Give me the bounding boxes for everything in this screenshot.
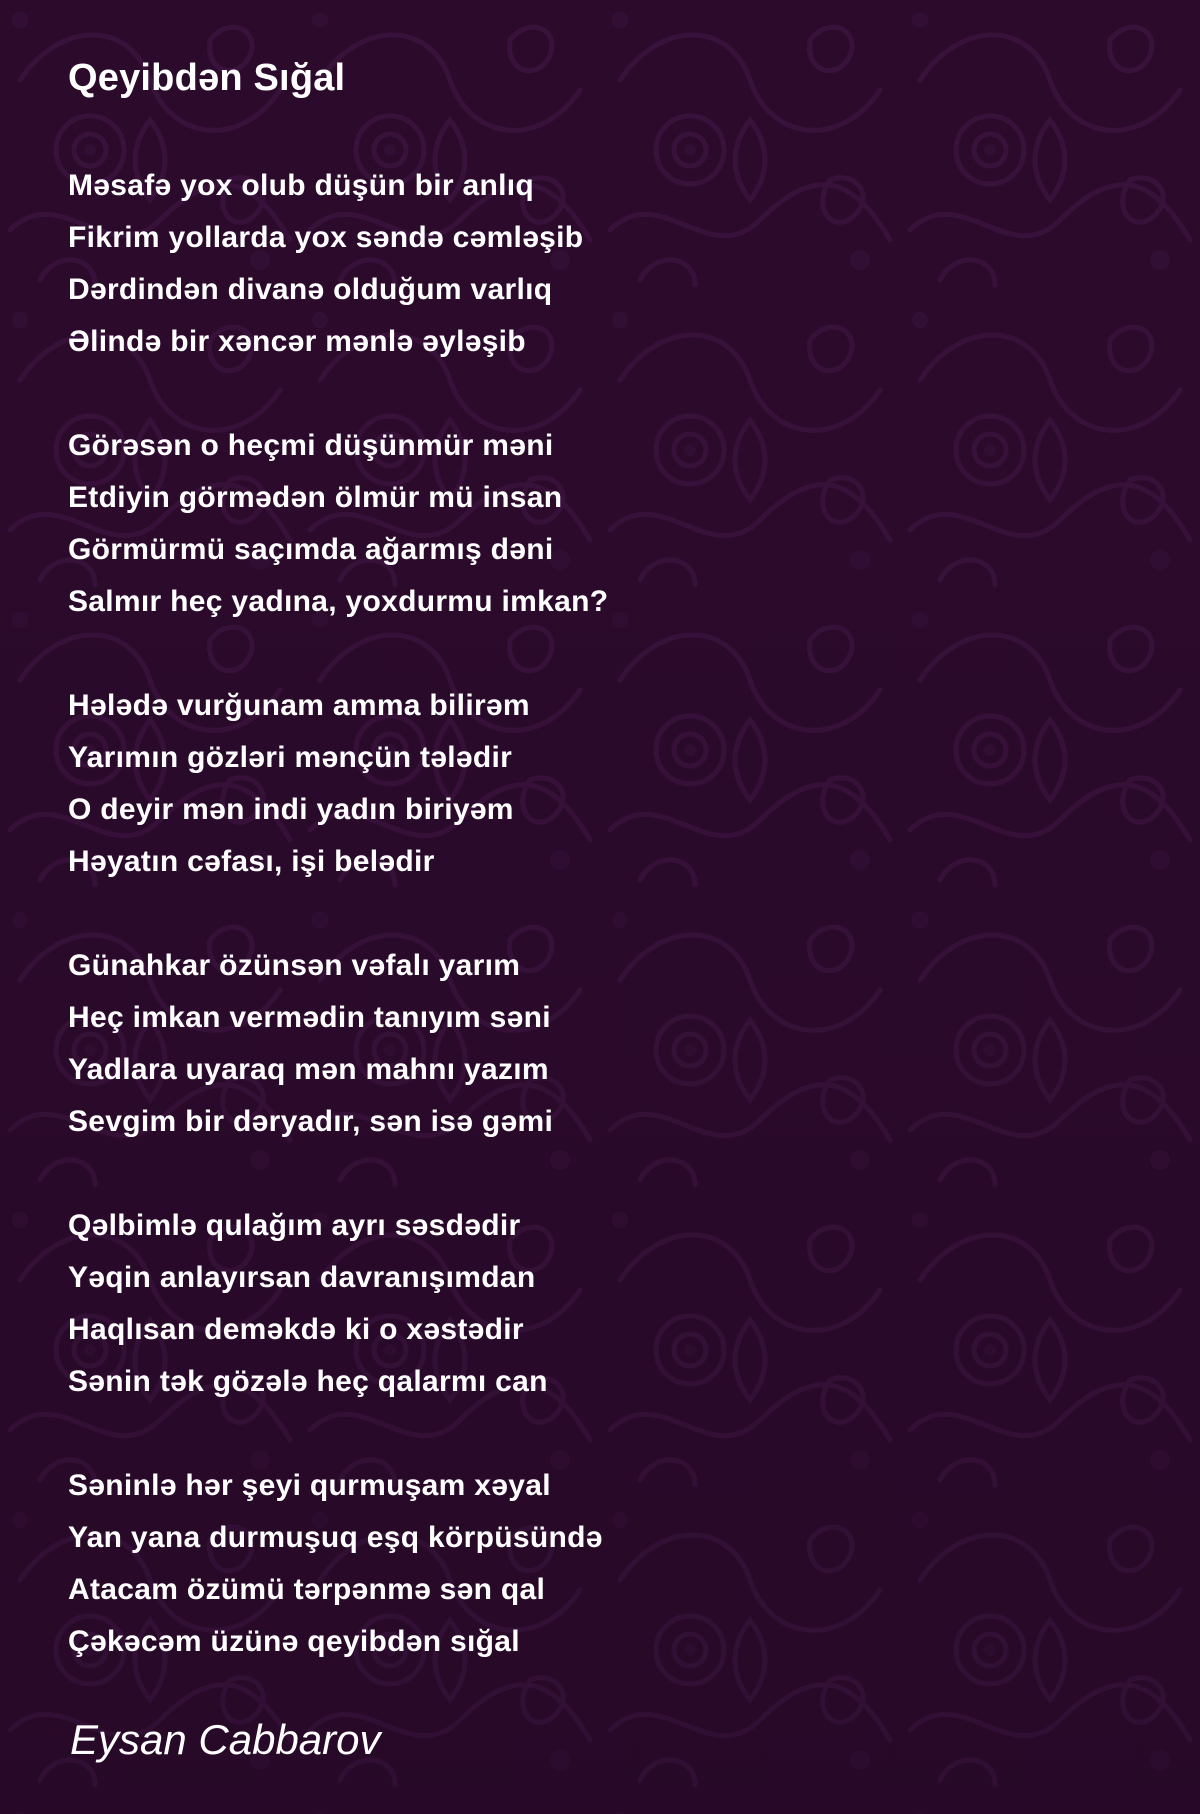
poem-line: Səninlə hər şeyi qurmuşam xəyal: [68, 1469, 551, 1502]
poem-line: Günahkar özünsən vəfalı yarım: [68, 949, 521, 982]
poem-author: Eysan Cabbarov: [70, 1716, 381, 1763]
poem-line: Hələdə vurğunam amma bilirəm: [68, 689, 530, 722]
stanza: [68, 1200, 1148, 1408]
poem-line: Yan yana durmuşuq eşq körpüsündə: [68, 1521, 603, 1554]
poem-line: Görmürmü saçımda ağarmış dəni: [68, 533, 554, 566]
poem-line: Etdiyin görmədən ölmür mü insan: [68, 481, 563, 514]
poem-line: Həyatın cəfası, işi belədir: [68, 845, 435, 878]
poem-line: Əlində bir xəncər mənlə əyləşib: [68, 325, 526, 358]
poem-line: O deyir mən indi yadın biriyəm: [68, 793, 514, 826]
poem-title: Qeyibdən Sığal: [68, 57, 346, 99]
poem-line: Qəlbimlə qulağım ayrı səsdədir: [68, 1209, 521, 1242]
poem-line: Atacam özümü tərpənmə sən qal: [68, 1573, 546, 1606]
poem-line: Dərdindən divanə olduğum varlıq: [68, 273, 553, 306]
poem-line: Görəsən o heçmi düşünmür məni: [68, 429, 554, 462]
poem-line: Yarımın gözləri mənçün tələdir: [68, 741, 513, 774]
poem-line: Yəqin anlayırsan davranışımdan: [68, 1261, 536, 1294]
stanza: [68, 680, 1148, 888]
poem-line: Heç imkan verm​ədin tanıyım səni: [68, 1001, 551, 1034]
poem-line: Salmır heç yadına, yoxdurmu imkan?: [68, 585, 609, 618]
stanza: [68, 940, 1148, 1148]
stanza: [68, 420, 1148, 628]
poem-container: [68, 50, 1148, 1720]
poem-line: Çəkəcəm üzünə qeyibdən sığal: [68, 1625, 520, 1658]
stanza: [68, 160, 1148, 368]
poem-line: Fikrim yollarda yox səndə cəmləşib: [68, 221, 584, 254]
poem-line: Sənin tək gözələ heç qalarmı can: [68, 1365, 548, 1398]
poem-line: Haqlısan deməkdə ki o xəstədir: [68, 1313, 524, 1346]
poem-line: Yadlara uyaraq mən mahnı yazım: [68, 1053, 549, 1086]
stanza: [68, 1460, 1148, 1668]
poem-line: Sevgim bir dəryadır, sən isə gəmi: [68, 1105, 554, 1138]
poem-line: Məsafə yox olub düşün bir anlıq: [68, 169, 535, 202]
